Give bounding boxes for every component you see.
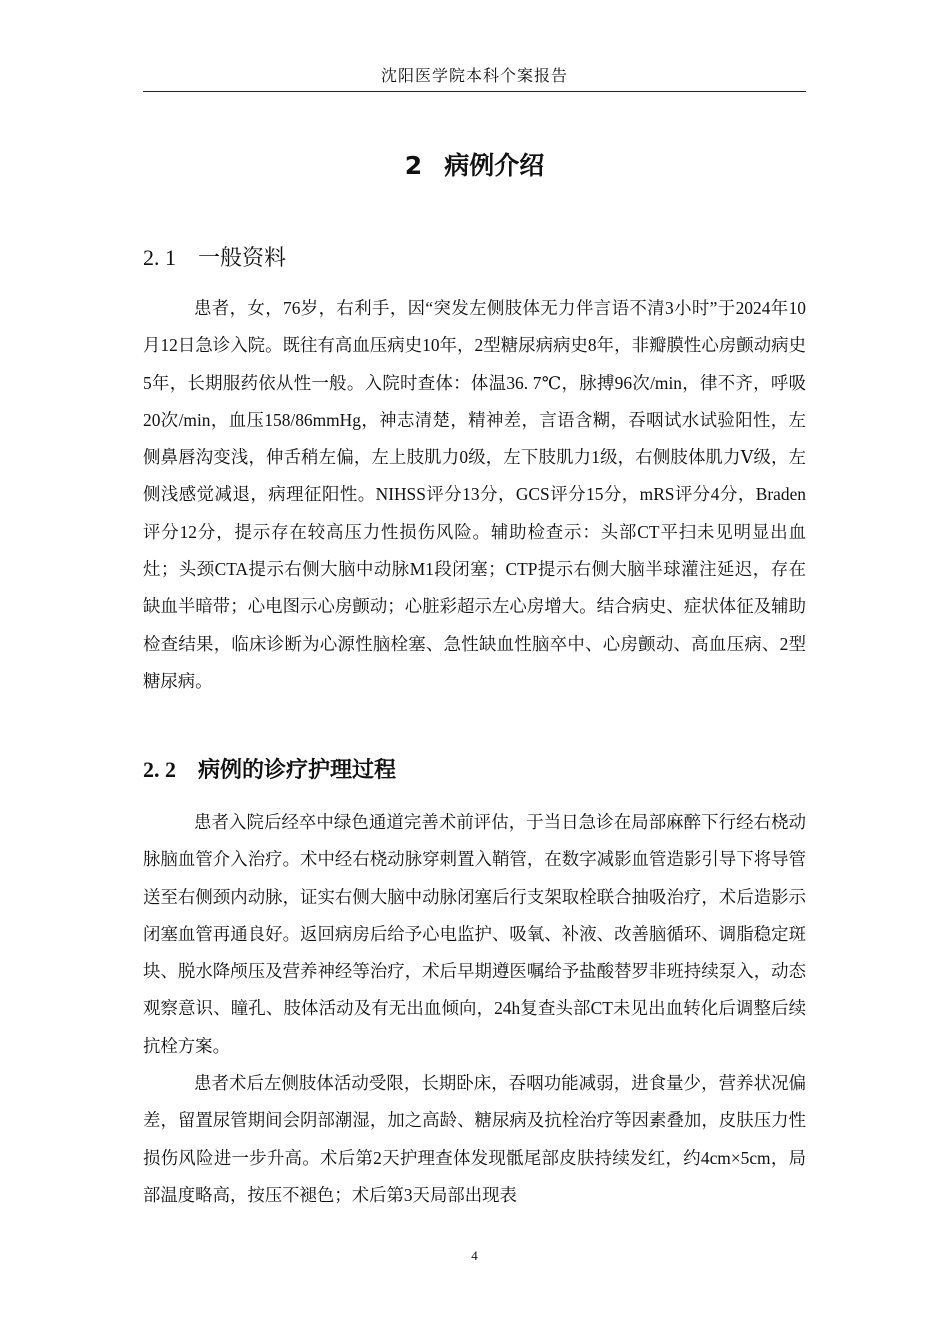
chapter-number: 2 [404, 151, 423, 180]
section-number: 2. 2 [143, 757, 176, 782]
paragraph-treatment-2: 患者术后左侧肢体活动受限，长期卧床，吞咽功能减弱，进食量少，营养状况偏差，留置尿管期间会阴部潮湿，加之高龄、糖尿病及抗栓治疗等因素叠加，皮肤压力性损伤风险进一步升高。术后第2天护理查体发现骶尾部皮肤持续发红，约4cm×5cm，局部温度略高，按压不褪色；术后第3天局部出现表 [143, 1073, 806, 1205]
section-number: 2. 1 [143, 245, 176, 270]
header-divider [143, 91, 806, 92]
running-header: 沈阳医学院本科个案报告 [380, 68, 568, 85]
paragraph-treatment-1: 患者入院后经卒中绿色通道完善术前评估，于当日急诊在局部麻醉下行经右桡动脉脑血管介入治疗。术中经右桡动脉穿刺置入鞘管，在数字减影血管造影引导下将导管送至右侧颈内动脉，证实右侧大脑中动脉闭塞后行支架取栓联合抽吸治疗，术后造影示闭塞血管再通良好。返回病房后给予心电监护、吸氧、补液、改善脑循环、调脂稳定斑块、脱水降颅压及营养神经等治疗，术后早期遵医嘱给予盐酸替罗非班持续泵入，动态观察意识、瞳孔、肢体活动及有无出血倾向，24h复查头部CT未见出血转化后调整后续抗栓方案。 [143, 812, 806, 1056]
chapter-title [143, 146, 806, 186]
section-title: 病例的诊疗护理过程 [198, 758, 397, 783]
paragraph-general-info: 患者，女，76岁，右利手，因“突发左侧肢体无力伴言语不清3小时”于2024年10月12日急诊入院。既往有高血压病史10年，2型糖尿病病史8年，非瓣膜性心房颤动病史5年，长期服药依从性一般。入院时查体：体温36. 7℃，脉搏96次/min，律不齐，呼吸20次/min，血压158/86mmHg，神志清楚，精神差，言语含糊，吞咽试水试验阳性，左侧鼻唇沟变浅，伸舌稍左偏，左上肢肌力0级，左下肢肌力1级，右侧肢体肌力Ⅴ级，左侧浅感觉减退，病理征阳性。NIHSS评分13分，GCS评分15分，mRS评分4分，Braden评分12分，提示存在较高压力性损伤风险。辅助检查示：头部CT平扫未见明显出血灶；头颈CTA提示右侧大脑中动脉M1段闭塞；CTP提示右侧大脑半球灌注延迟，存在缺血半暗带；心电图示心房颤动；心脏彩超示左心房增大。结合病史、症状体征及辅助检查结果，临床诊断为心源性脑栓塞、急性缺血性脑卒中、心房颤动、高血压病、2型糖尿病。 [143, 298, 806, 691]
page-number: 4 [471, 1248, 478, 1263]
section-heading-treatment-process [143, 754, 396, 787]
section-heading-general-info [143, 242, 286, 275]
chapter-title-text: 病例介绍 [444, 151, 545, 180]
section-title: 一般资料 [198, 246, 287, 271]
